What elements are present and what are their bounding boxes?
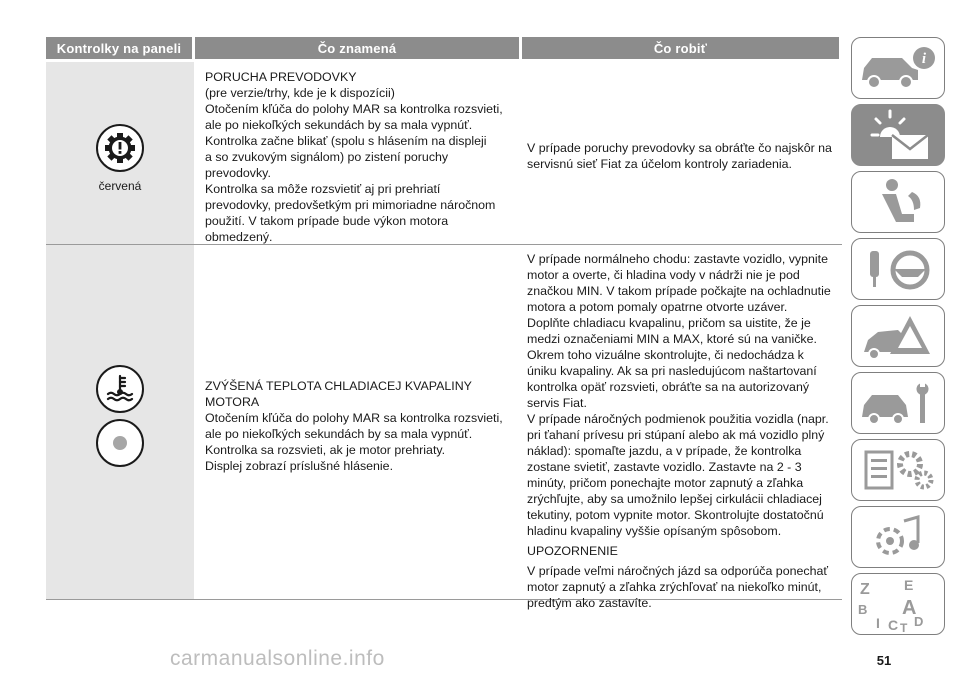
action-line: medzi označeniami MIN a MAX, ktoré sú na vaničke. [527,332,817,346]
car-service-wrench-icon [852,373,946,435]
action-line: minúty, pričom ponechajte motor zapnutý a zľahka [527,476,804,490]
chapter-tab-starting[interactable] [851,238,945,300]
action-line: V prípade normálneho chodu: zastavte vozidlo, vypnite [527,252,828,266]
page-number: 51 [876,652,892,668]
meaning-line: Otočením kľúča do polohy MAR sa kontrolka rozsvieti, [205,411,503,425]
meaning-line: Kontrolka sa môže rozsvietiť aj pri prehriatí [205,182,441,196]
meaning-line: Otočením kľúča do polohy MAR sa kontrolka rozsvieti, [205,102,503,116]
action-line: motora a potom pomaly opatrne otvorte uzáver. [527,300,788,314]
meaning-line: prevodovky, predovšetkým pri mimoriadne náročnom [205,198,496,212]
meaning-line: PORUCHA PREVODOVKY [205,70,357,84]
chapter-tab-safety[interactable] [851,171,945,233]
meaning-line: prevodovky. [205,166,271,180]
indicator-dot-icon [96,419,144,467]
action-line: tekutiny, potom vypnite motor. Skontrolujte dostatočnú [527,508,824,522]
index-letter: E [904,577,914,593]
icon-color-label: červená [98,179,142,193]
key-steering-wheel-icon [852,239,946,301]
meaning-cell [205,69,515,245]
action-line: úniku kvapaliny. Ak sa pri nasledujúcom naštartovaní [527,364,817,378]
meaning-line: Displej zobrazí príslušné hlásenie. [205,459,394,473]
chapter-tab-warning-lights[interactable] [851,104,945,166]
header-warning-lights: Kontrolky na paneli [46,37,192,59]
icon-cell [46,245,194,599]
watermark: carmanualsonline.info [170,647,385,670]
warning-title: UPOZORNENIE [527,544,618,558]
header-action: Čo robiť [522,37,839,59]
table-row [46,62,842,245]
icon-cell [46,62,194,244]
multimedia-icon [852,507,946,569]
action-line: servis Fiat. [527,396,587,410]
meaning-line: ale po niekoľkých sekundách by sa mala vypnúť. [205,118,473,132]
specs-gears-icon [852,440,946,502]
table-header [46,37,839,59]
meaning-line: a so zvukovým signálom) po zistení poruchy [205,150,449,164]
action-line: zrýchľujte, aby sa umožnilo lepšej cirkulácii chladiacej [527,492,822,506]
action-line: zostane svietiť, zastavte vozidlo. Zastavte na 2 - 3 [527,460,802,474]
index-letter: T [900,621,908,635]
meaning-line: Kontrolka začne blikať (spolu s hlásením na displeji [205,134,487,148]
meaning-cell [205,378,515,474]
action-line: motor a overte, či hladina vody v nádrži nie je pod [527,268,800,282]
index-letters-icon [852,574,946,636]
action-line: pri ťahaní prívesu pri stúpaní alebo ak má vozidlo plný [527,428,825,442]
chapter-tab-emergency[interactable] [851,305,945,367]
action-line: Doplňte chladiacu kvapalinu, pričom sa uistite, že je [527,316,811,330]
action-line: značkou MIN. V takom prípade počkajte na ochladnutie [527,284,831,298]
index-letter: A [902,597,917,619]
meaning-line: ZVÝŠENÁ TEPLOTA CHLADIACEJ KVAPALINY [205,379,472,393]
meaning-line: použití. V takom prípade bude výkon motora [205,214,449,228]
index-letter: D [914,614,924,629]
action-line: Okrem toho vizuálne skontrolujte, či nedochádza k [527,348,804,362]
action-line: kontrolka opäť rozsvieti, obráťte sa na autorizovaný [527,380,810,394]
meaning-line: MOTORA [205,395,260,409]
warning-line: motor zapnutý a zľahka zrýchľovať na niekoľko minút, [527,580,822,594]
meaning-line: ale po niekoľkých sekundách by sa mala vypnúť. [205,427,473,441]
warning-line: V prípade veľmi náročných jázd sa odporúča ponechať [527,564,828,578]
car-info-icon [852,38,946,100]
coolant-temperature-icon [96,365,144,413]
header-meaning: Čo znamená [195,37,519,59]
index-letter: Z [860,581,870,598]
action-line: V prípade poruchy prevodovky sa obráťte čo najskôr na [527,141,832,155]
chapter-tab-service[interactable] [851,372,945,434]
meaning-line: (pre verzie/trhy, kde je k dispozícii) [205,86,395,100]
index-letter: B [858,602,868,617]
meaning-line: obmedzený. [205,230,273,244]
chapter-tab-multimedia[interactable] [851,506,945,568]
seat-airbag-icon [852,172,946,234]
chapter-tab-index[interactable] [851,573,945,635]
chapter-tab-technical-data[interactable] [851,439,945,501]
action-cell [527,140,842,172]
meaning-line: Kontrolka sa rozsvieti, ak je motor prehriaty. [205,443,446,457]
table-row [46,245,842,610]
warning-table [46,62,842,610]
index-letter: C [888,617,899,633]
svg-text:i: i [921,51,927,67]
action-line: náklad): spomaľte jazdu, a v prípade, že kontrolka [527,444,802,458]
action-line: V prípade náročných podmienok použitia vozidla (napr. [527,412,829,426]
chapter-tab-car-info[interactable] [851,37,945,99]
action-line: servisnú sieť Fiat za účelom kontroly zariadenia. [527,157,792,171]
transmission-fault-warning-icon [96,124,144,172]
warning-line: predtým ako zastavíte. [527,596,652,610]
emergency-triangle-icon [852,306,946,368]
index-letter: I [876,615,880,631]
action-line: hladinu kvapaliny vyššie opísaným spôsobom. [527,524,782,538]
warning-lights-icon [852,105,946,167]
action-cell [527,251,842,611]
